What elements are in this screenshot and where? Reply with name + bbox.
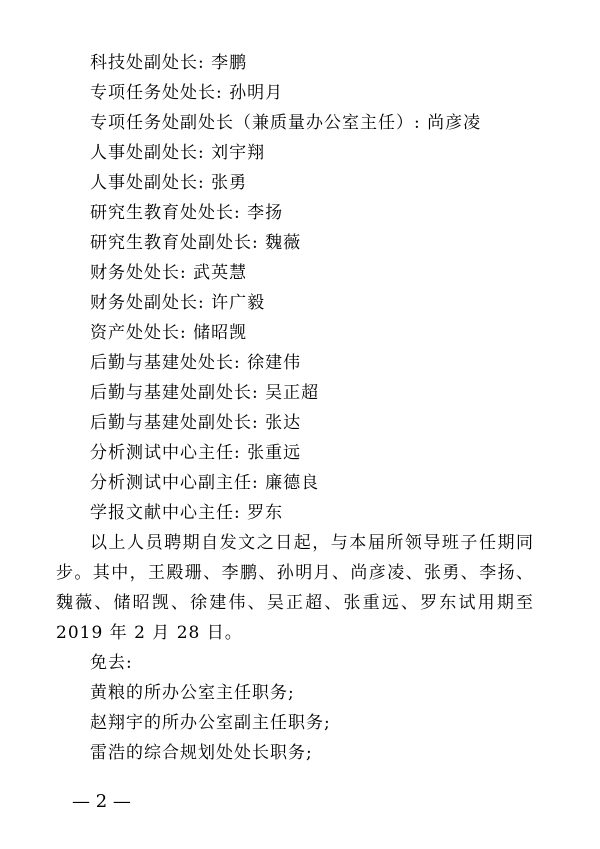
dismiss-heading: 免去: — [90, 653, 133, 673]
appointment-line: 财务处副处长: 许广毅 — [90, 293, 266, 313]
dismissal-line: 黄粮的所办公室主任职务; — [90, 683, 295, 703]
appointment-line: 财务处处长: 武英慧 — [90, 263, 248, 283]
dismissal-line: 赵翔宇的所办公室副主任职务; — [90, 713, 331, 733]
appointment-line: 分析测试中心副主任: 廉德良 — [90, 473, 320, 493]
term-paragraph: 以上人员聘期自发文之日起，与本届所领导班子任期同步。其中，王殿珊、李鹏、孙明月、尚彦凌、张勇、李扬、魏薇、储昭觊、徐建伟、吴正超、张重远、罗东试用期至 2019 年 2 月 28 日。 — [56, 533, 534, 643]
appointment-line: 分析测试中心主任: 张重远 — [90, 443, 302, 463]
appointment-line: 科技处副处长: 李鹏 — [90, 53, 248, 73]
page-number: — 2 — — [72, 791, 131, 812]
appointment-line: 后勤与基建处副处长: 吴正超 — [90, 383, 320, 403]
appointment-line: 人事处副处长: 张勇 — [90, 173, 248, 193]
appointment-line: 后勤与基建处处长: 徐建伟 — [90, 353, 302, 373]
appointment-line: 专项任务处副处长（兼质量办公室主任）: 尚彦凌 — [90, 113, 482, 133]
appointment-line: 专项任务处处长: 孙明月 — [90, 83, 284, 103]
dismissal-line: 雷浩的综合规划处处长职务; — [90, 743, 313, 763]
appointment-line: 后勤与基建处副处长: 张达 — [90, 413, 302, 433]
appointment-line: 学报文献中心主任: 罗东 — [90, 503, 284, 523]
appointment-line: 研究生教育处处长: 李扬 — [90, 203, 284, 223]
appointment-line: 人事处副处长: 刘宇翔 — [90, 143, 266, 163]
appointment-line: 研究生教育处副处长: 魏薇 — [90, 233, 302, 253]
appointment-line: 资产处处长: 储昭觊 — [90, 323, 248, 343]
